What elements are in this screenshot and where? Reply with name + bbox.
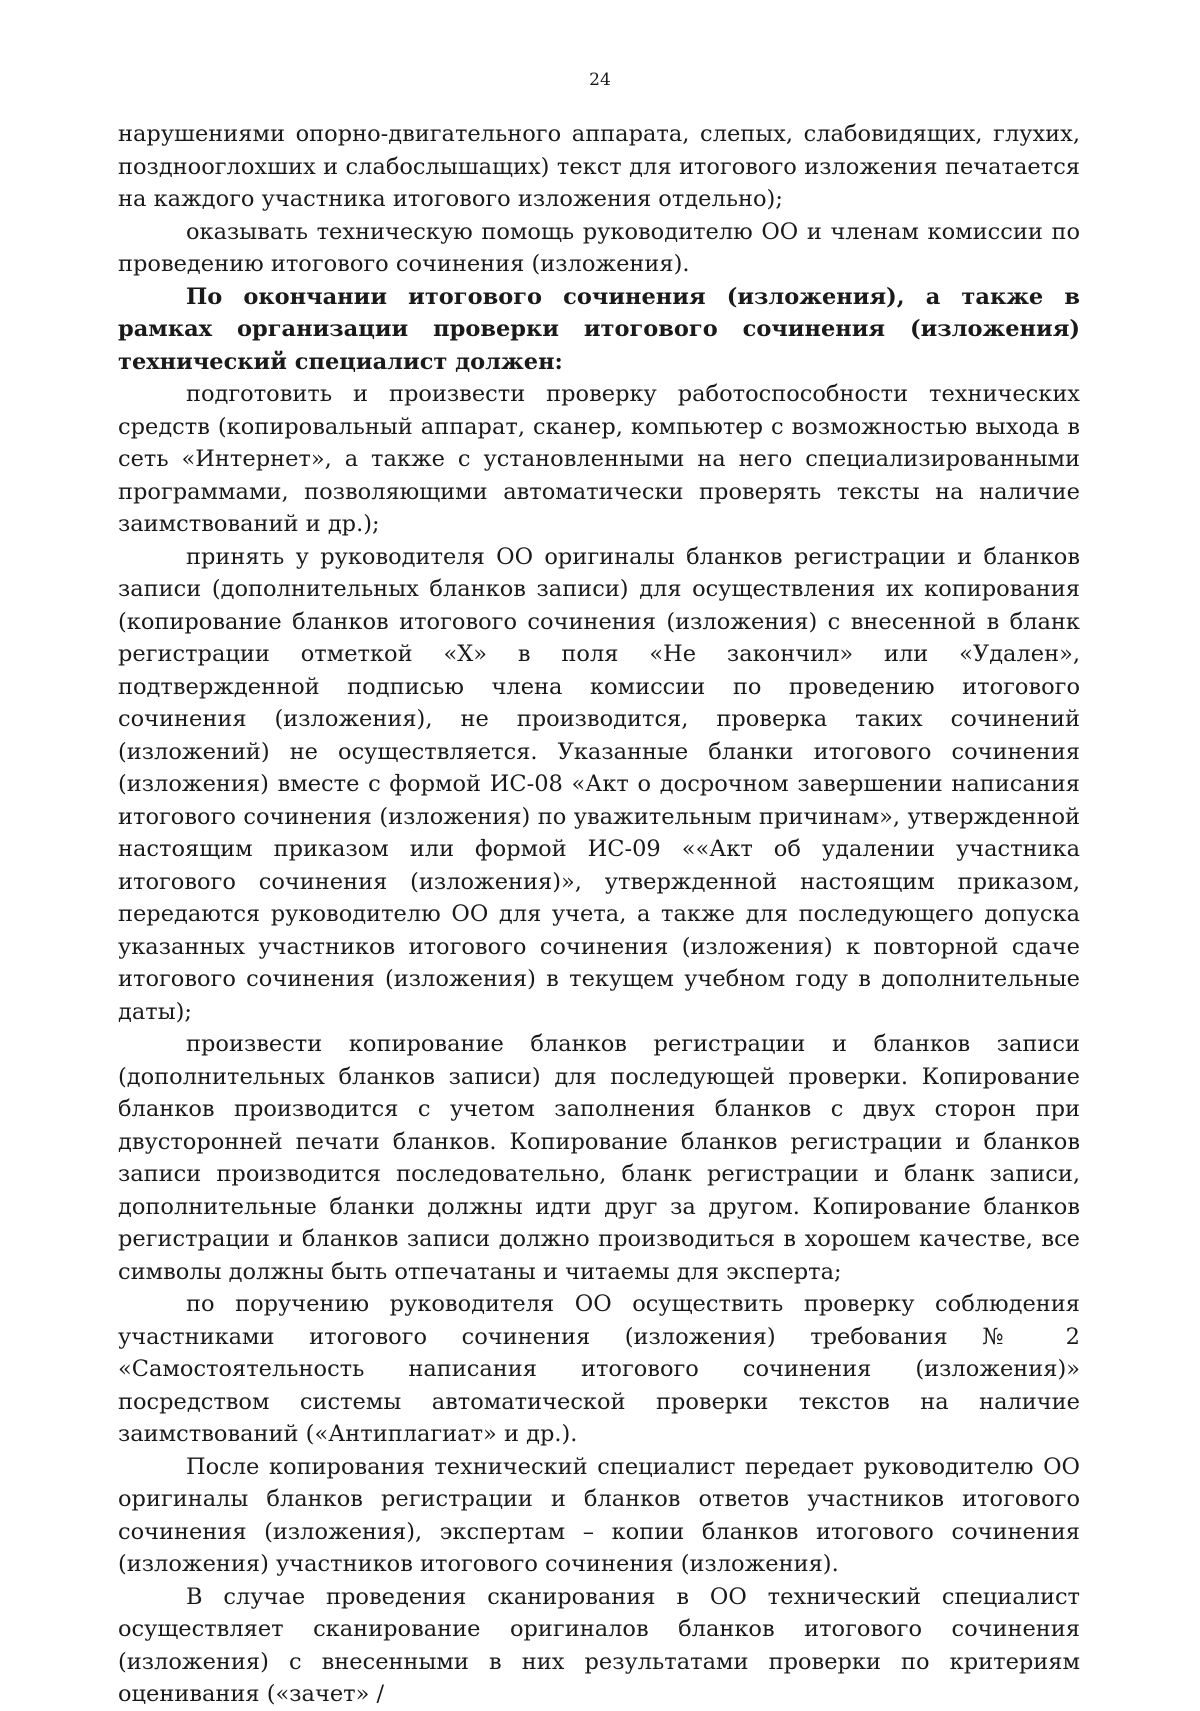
paragraph-after-copying: После копирования технический специалист передает руководителю ОО оригиналы бланков регистрации и бланков ответов участников итогового сочинения (изложения), экспертам – копии бланков итогового сочинения (изложения) участников итогового сочинения (изложения). xyxy=(118,1453,1080,1577)
paragraph-technical-assistance: оказывать техническую помощь руководителю ОО и членам комиссии по проведению итогового сочинения (изложения). xyxy=(118,218,1080,277)
section-heading-duties: По окончании итогового сочинения (изложения), а также в рамках организации проверки итогового сочинения (изложения) технический специалист должен: xyxy=(118,283,1080,375)
paragraph-continuation: нарушениями опорно-двигательного аппарата, слепых, слабовидящих, глухих, позднооглохших и слабослышащих) текст для итогового изложения печатается на каждого участника итогового изложения отдельно); xyxy=(118,121,1080,212)
paragraph-copying: произвести копирование бланков регистрации и бланков записи (дополнительных бланков записи) для последующей проверки. Копирование бланков производится с учетом заполнения бланков с двух сторон при двусторонней печати бланков. Копирование бланков регистрации и бланков записи производится последовательно, бланк регистрации и бланк записи, дополнительные бланки должны идти друг за другом. Копирование бланков регистрации и бланков записи должно производиться в хорошем качестве, все символы должны быть отпечатаны и читаемы для эксперта; xyxy=(118,1031,1080,1285)
paragraph-accept-originals: принять у руководителя ОО оригиналы бланков регистрации и бланков записи (дополнительных бланков записи) для осуществления их копирования (копирование бланков итогового сочинения (изложения) с внесенной в бланк регистрации отметкой «Х» в поля «Не закончил» или «Удален», подтвержденной подписью члена комиссии по проведению итогового сочинения (изложения), не производится, проверка таких сочинений (изложений) не осуществляется. Указанные бланки итогового сочинения (изложения) вместе с формой ИС-08 «Акт о досрочном завершении написания итогового сочинения (изложения) по уважительным причинам», утвержденной настоящим приказом или формой ИС-09 ««Акт об удалении участника итогового сочинения (изложения)», утвержденной настоящим приказом, передаются руководителю ОО для учета, а также для последующего допуска указанных участников итогового сочинения (изложения) к повторной сдаче итогового сочинения (изложения) в текущем учебном году в дополнительные даты); xyxy=(118,543,1080,1025)
paragraph-prepare-equipment: подготовить и произвести проверку работоспособности технических средств (копировальный аппарат, сканер, компьютер с возможностью выхода в сеть «Интернет», а также с установленными на него специализированными программами, позволяющими автоматически проверять тексты на наличие заимствований и др.); xyxy=(118,381,1080,537)
paragraph-plagiarism-check: по поручению руководителя ОО осуществить проверку соблюдения участниками итогового сочинения (изложения) требования № 2 «Самостоятельность написания итогового сочинения (изложения)» посредством системы автоматической проверки текстов на наличие заимствований («Антиплагиат» и др.). xyxy=(118,1291,1080,1447)
page-number: 24 xyxy=(589,70,611,90)
document-body xyxy=(118,118,1080,1711)
paragraph-scanning: В случае проведения сканирования в ОО технический специалист осуществляет сканирование оригиналов бланков итогового сочинения (изложения) с внесенными в них результатами проверки по критериям оценивания («зачет» / xyxy=(118,1583,1080,1707)
